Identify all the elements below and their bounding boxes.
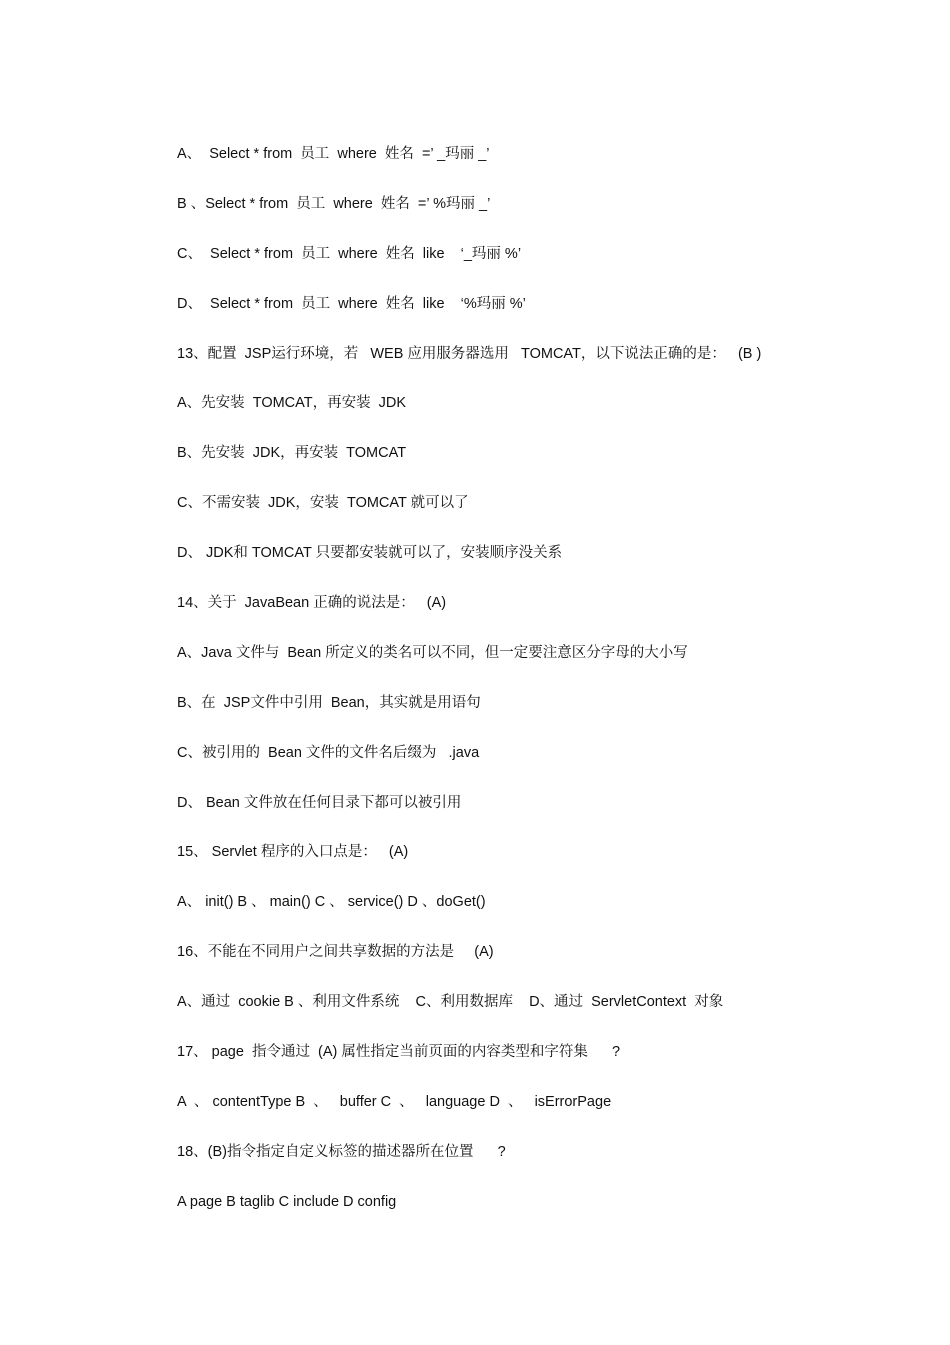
text-line: A 、 contentType B 、 buffer C 、 language D 、 isErrorPage bbox=[177, 1093, 612, 1110]
question-list bbox=[177, 144, 917, 1242]
question-18: 18、(B)指令指定自定义标签的描述器所在位置 ? bbox=[177, 1143, 506, 1160]
text-line: C、被引用的 Bean 文件的文件名后缀为 .java bbox=[177, 744, 480, 761]
text-line: A、先安装 TOMCAT，再安装 JDK bbox=[177, 395, 407, 412]
text-line: D、 JDK和 TOMCAT 只要都安装就可以了，安装顺序没关系 bbox=[177, 545, 563, 562]
text-line: A、 Select * from 员工 where 姓名 =’ _玛丽 _’ bbox=[177, 146, 490, 162]
text-line: B、先安装 JDK，再安装 TOMCAT bbox=[177, 445, 407, 462]
text-line: A、Java 文件与 Bean 所定义的类名可以不同，但一定要注意区分字母的大小写 bbox=[177, 644, 688, 661]
text-line: B、在 JSP文件中引用 Bean，其实就是用语句 bbox=[177, 694, 481, 711]
text-line: C、 Select * from 员工 where 姓名 like ‘_玛丽 %’ bbox=[177, 245, 522, 262]
text-line: D、 Bean 文件放在任何目录下都可以被引用 bbox=[177, 794, 462, 811]
text-line: A page B taglib C include D config bbox=[177, 1193, 397, 1210]
text-line: A、通过 cookie B 、利用文件系统 C、利用数据库 D、通过 ServletContext 对象 bbox=[177, 994, 724, 1011]
question-14: 14、关于 JavaBean 正确的说法是： (A) bbox=[177, 595, 447, 612]
text-line: A、 init() B 、 main() C 、 service() D 、doGet() bbox=[177, 894, 486, 911]
text-line: D、 Select * from 员工 where 姓名 like ‘%玛丽 %’ bbox=[177, 295, 526, 312]
text-line: B 、Select * from 员工 where 姓名 =’ %玛丽 _’ bbox=[177, 195, 491, 212]
question-15: 15、 Servlet 程序的入口点是： (A) bbox=[177, 844, 409, 861]
question-13: 13、配置 JSP运行环境，若 WEB 应用服务器选用 TOMCAT，以下说法正确的是： (B ) bbox=[177, 345, 762, 362]
question-16: 16、不能在不同用户之间共享数据的方法是 (A) bbox=[177, 944, 494, 961]
question-17: 17、 page 指令通过 (A) 属性指定当前页面的内容类型和字符集 ? bbox=[177, 1044, 621, 1061]
text-line: C、不需安装 JDK，安装 TOMCAT 就可以了 bbox=[177, 495, 469, 512]
